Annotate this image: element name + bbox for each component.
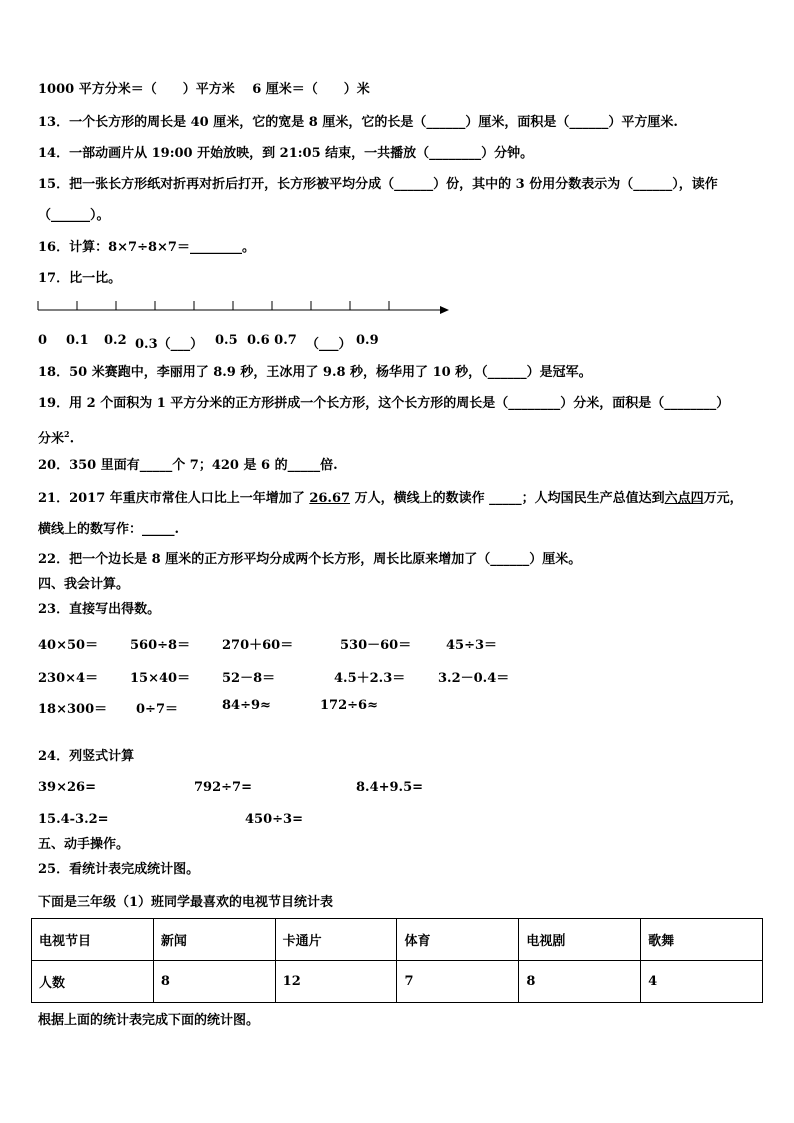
section-4-heading: 四、我会计算。 xyxy=(38,577,130,592)
table-cell: 新闻 xyxy=(153,919,275,961)
table-cell: 体育 xyxy=(397,919,519,961)
table-data-row xyxy=(32,961,763,1003)
calc-item: 270＋60＝ xyxy=(222,638,294,653)
question-17: 17．比一比。 xyxy=(38,271,122,286)
table-cell: 歌舞 xyxy=(641,919,763,961)
calc-item: 792÷7= xyxy=(194,780,252,795)
question-20: 20．350 里面有_____个 7；420 是 6 的_____倍. xyxy=(38,458,338,473)
number-line-label: 0.9 xyxy=(356,333,379,348)
question-21-line1 xyxy=(38,491,743,507)
number-line-label: 0.5 xyxy=(215,333,238,348)
q21-pre: 21．2017 年重庆市常住人口比上一年增加了 xyxy=(38,491,310,506)
line-area-conversion: 1000 平方分米＝（ ）平方米 6 厘米＝（ ）米 xyxy=(38,82,370,97)
q21-post: 万元， xyxy=(703,491,743,506)
calc-item: 172÷6≈ xyxy=(320,698,378,713)
q21-mid: 万人，横线上的数读作 _____；人均国民生产总值达到 xyxy=(350,491,665,506)
number-line xyxy=(30,298,460,322)
calc-item: 560÷8＝ xyxy=(130,638,191,653)
question-14: 14．一部动画片从 19:00 开始放映，到 21:05 结束，一共播放（________）分钟。 xyxy=(38,146,534,161)
calc-item: 18×300＝ xyxy=(38,702,108,717)
number-line-label: 0.6 0.7 xyxy=(247,333,297,348)
calc-item: 52－8＝ xyxy=(222,671,276,686)
table-cell: 8 xyxy=(153,961,275,1003)
q21-number: 26.67 xyxy=(309,491,351,506)
calc-item: 39×26= xyxy=(38,780,96,795)
table-cell: 电视节目 xyxy=(32,919,154,961)
calc-item: 45÷3＝ xyxy=(446,638,498,653)
question-13: 13．一个长方形的周长是 40 厘米，它的宽是 8 厘米，它的长是（______）厘米，面积是（______）平方厘米. xyxy=(38,115,678,130)
question-21-line2: 横线上的数写作：_____. xyxy=(38,522,180,537)
table-caption: 下面是三年级（1）班同学最喜欢的电视节目统计表 xyxy=(38,895,334,910)
number-line-label: 0.3（___） xyxy=(135,337,204,352)
table-header-row xyxy=(32,919,763,961)
number-line-arrow xyxy=(440,306,449,314)
table-cell: 4 xyxy=(641,961,763,1003)
question-18: 18．50 米赛跑中，李丽用了 8.9 秒，王冰用了 9.8 秒，杨华用了 10 秒，（______）是冠军。 xyxy=(38,365,592,380)
table-cell: 12 xyxy=(275,961,397,1003)
number-line-label: 0 xyxy=(38,333,48,348)
q21-number-2: 六点四 xyxy=(664,491,704,506)
calc-item: 15.4-3.2= xyxy=(38,812,109,827)
number-line-label: （___） xyxy=(306,337,352,352)
table-cell: 人数 xyxy=(32,961,154,1003)
question-19-line1: 19．用 2 个面积为 1 平方分米的正方形拼成一个长方形，这个长方形的周长是（________）分米，面积是（________） xyxy=(38,396,730,411)
question-19-line2 xyxy=(38,426,74,447)
q19-unit-exponent: 2 xyxy=(64,429,70,439)
table-cell: 7 xyxy=(397,961,519,1003)
q19-tail: . xyxy=(69,431,75,447)
calc-item: 0÷7＝ xyxy=(136,702,178,717)
calc-item: 15×40＝ xyxy=(130,671,191,686)
table-cell: 电视剧 xyxy=(519,919,641,961)
calc-item: 40×50＝ xyxy=(38,638,99,653)
table-cell: 卡通片 xyxy=(275,919,397,961)
number-line-label: 0.1 xyxy=(66,333,89,348)
stats-table xyxy=(31,918,763,1003)
question-24: 24．列竖式计算 xyxy=(38,749,135,764)
number-line-label: 0.2 xyxy=(104,333,127,348)
calc-item: 230×4＝ xyxy=(38,671,99,686)
calc-item: 4.5＋2.3＝ xyxy=(334,671,406,686)
question-25: 25．看统计表完成统计图。 xyxy=(38,862,200,877)
question-15-line1: 15．把一张长方形纸对折再对折后打开，长方形被平均分成（______）份，其中的 3 份用分数表示为（______），读作 xyxy=(38,177,718,192)
question-16: 16．计算：8×7÷8×7＝________。 xyxy=(38,240,255,255)
table-cell: 8 xyxy=(519,961,641,1003)
calc-item: 530－60＝ xyxy=(340,638,412,653)
calc-item: 3.2－0.4＝ xyxy=(438,671,510,686)
question-22: 22．把一个边长是 8 厘米的正方形平均分成两个长方形，周长比原来增加了（______）厘米。 xyxy=(38,552,582,567)
calc-item: 450÷3= xyxy=(245,812,303,827)
question-23: 23．直接写出得数。 xyxy=(38,602,161,617)
calc-item: 84÷9≈ xyxy=(222,698,271,713)
section-5-heading: 五、动手操作。 xyxy=(38,837,130,852)
after-table-instruction: 根据上面的统计表完成下面的统计图。 xyxy=(38,1013,260,1028)
q19-unit: 分米 xyxy=(38,431,65,447)
question-15-line2: （______）。 xyxy=(38,208,110,223)
calc-item: 8.4+9.5= xyxy=(356,780,424,795)
